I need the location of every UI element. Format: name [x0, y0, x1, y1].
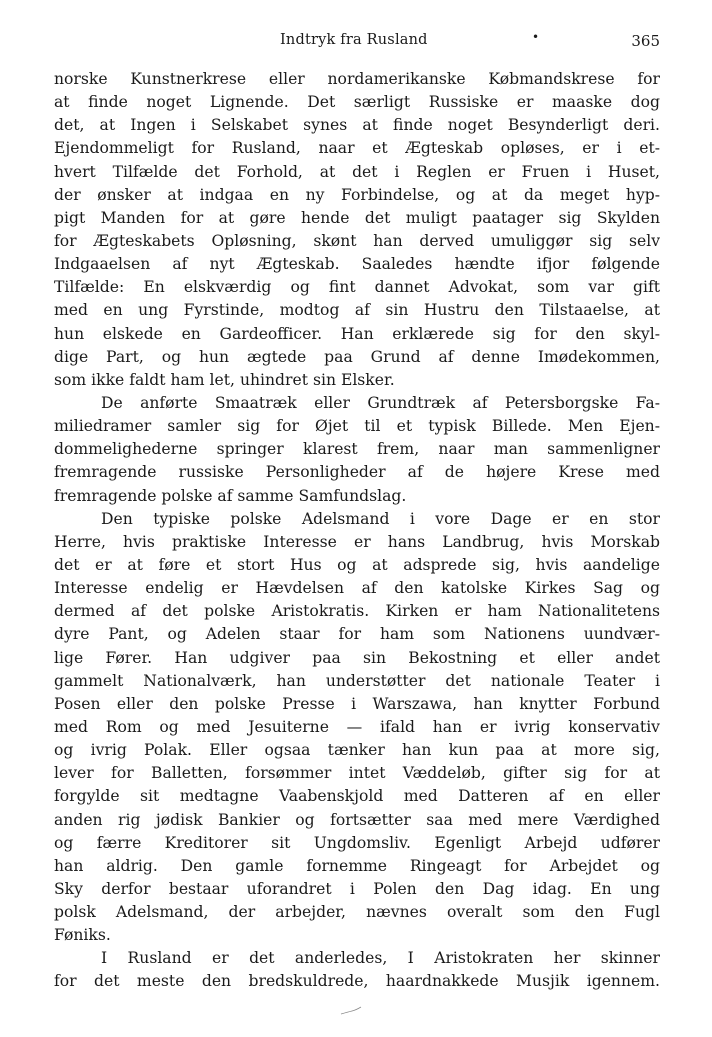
text-line: det, at Ingen i Selskabet synes at finde noget Besynderligt deri. — [54, 116, 660, 135]
text-line: med en ung Fyrstinde, modtog af sin Hustru den Tilstaaelse, at — [54, 301, 660, 320]
text-line: dermed af det polske Aristokratis. Kirken er ham Nationalitetens — [54, 602, 660, 621]
text-line: hvert Tilfælde det Forhold, at det i Reglen er Fruen i Huset, — [54, 162, 660, 181]
text-line: forgylde sit medtagne Vaabenskjold med Datteren af en eller — [54, 787, 660, 806]
text-line: at finde noget Lignende. Det særligt Russiske er maaske dog — [54, 93, 660, 112]
text-line: som ikke faldt ham let, uhindret sin Elsker. — [54, 370, 395, 389]
text-line: han aldrig. Den gamle fornemme Ringeagt for Arbejdet og — [54, 856, 660, 875]
text-line: med Rom og med Jesuiterne — ifald han er ivrig konservativ — [54, 717, 660, 736]
text-line: Ejendommeligt for Rusland, naar et Ægteskab opløses, er i et- — [54, 139, 660, 158]
body-text — [54, 68, 660, 994]
text-line: gammelt Nationalværk, han understøtter det nationale Teater i — [54, 671, 660, 690]
page-number: 365 — [631, 32, 660, 50]
text-line: pigt Manden for at gøre hende det muligt paatager sig Skylden — [54, 208, 660, 227]
text-line: Sky derfor bestaar uforandret i Polen den Dag idag. En ung — [54, 879, 660, 898]
text-line: dommelighederne springer klarest frem, naar man sammenligner — [54, 440, 660, 459]
running-title: Indtryk fra Rusland — [280, 32, 428, 48]
text-line: hun elskede en Gardeofficer. Han erklærede sig for den skyl- — [54, 324, 660, 343]
stray-ink-mark — [340, 1006, 362, 1016]
text-line: De anførte Smaatræk eller Grundtræk af Petersborgske Fa- — [101, 393, 660, 412]
text-line: fremragende polske af samme Samfundslag. — [54, 486, 407, 505]
text-line: for Ægteskabets Opløsning, skønt han derved umuliggør sig selv — [54, 231, 660, 250]
text-line: dyre Pant, og Adelen staar for ham som Nationens uundvær- — [54, 625, 660, 644]
text-line: Den typiske polske Adelsmand i vore Dage er en stor — [101, 509, 660, 528]
text-line: polsk Adelsmand, der arbejder, nævnes overalt som den Fugl — [54, 903, 660, 922]
text-line: Posen eller den polske Presse i Warszawa, han knytter Forbund — [54, 694, 660, 713]
text-line: og ivrig Polak. Eller ogsaa tænker han kun paa at more sig, — [54, 741, 660, 760]
text-line: miliedramer samler sig for Øjet til et typisk Billede. Men Ejen- — [54, 417, 660, 436]
text-line: Føniks. — [54, 926, 111, 945]
text-line: Interesse endelig er Hævdelsen af den katolske Kirkes Sag og — [54, 579, 660, 598]
text-line: Tilfælde: En elskværdig og fint dannet Advokat, som var gift — [54, 278, 660, 297]
text-line: Herre, hvis praktiske Interesse er hans Landbrug, hvis Morskab — [54, 532, 660, 551]
text-line: lever for Balletten, forsømmer intet Væddeløb, gifter sig for at — [54, 764, 660, 783]
header-dot: • — [532, 30, 540, 44]
text-line: I Rusland er det anderledes, I Aristokraten her skinner — [101, 949, 660, 968]
page-header — [54, 32, 660, 54]
text-line: det er at føre et stort Hus og at adsprede sig, hvis aandelige — [54, 555, 660, 574]
text-line: Indgaaelsen af nyt Ægteskab. Saaledes hændte ifjor følgende — [54, 255, 660, 274]
text-line: der ønsker at indgaa en ny Forbindelse, og at da meget hyp- — [54, 185, 660, 204]
text-line: fremragende russiske Personligheder af de højere Krese med — [54, 463, 660, 482]
text-line: for det meste den bredskuldrede, haardnakkede Musjik igennem. — [54, 972, 660, 991]
text-line: anden rig jødisk Bankier og fortsætter saa med mere Værdighed — [54, 810, 660, 829]
text-line: lige Fører. Han udgiver paa sin Bekostning et eller andet — [54, 648, 660, 667]
text-line: og færre Kreditorer sit Ungdomsliv. Egenligt Arbejd udfører — [54, 833, 660, 852]
text-line: dige Part, og hun ægtede paa Grund af denne Imødekommen, — [54, 347, 660, 366]
text-line: norske Kunstnerkrese eller nordamerikanske Købmandskrese for — [54, 70, 660, 88]
